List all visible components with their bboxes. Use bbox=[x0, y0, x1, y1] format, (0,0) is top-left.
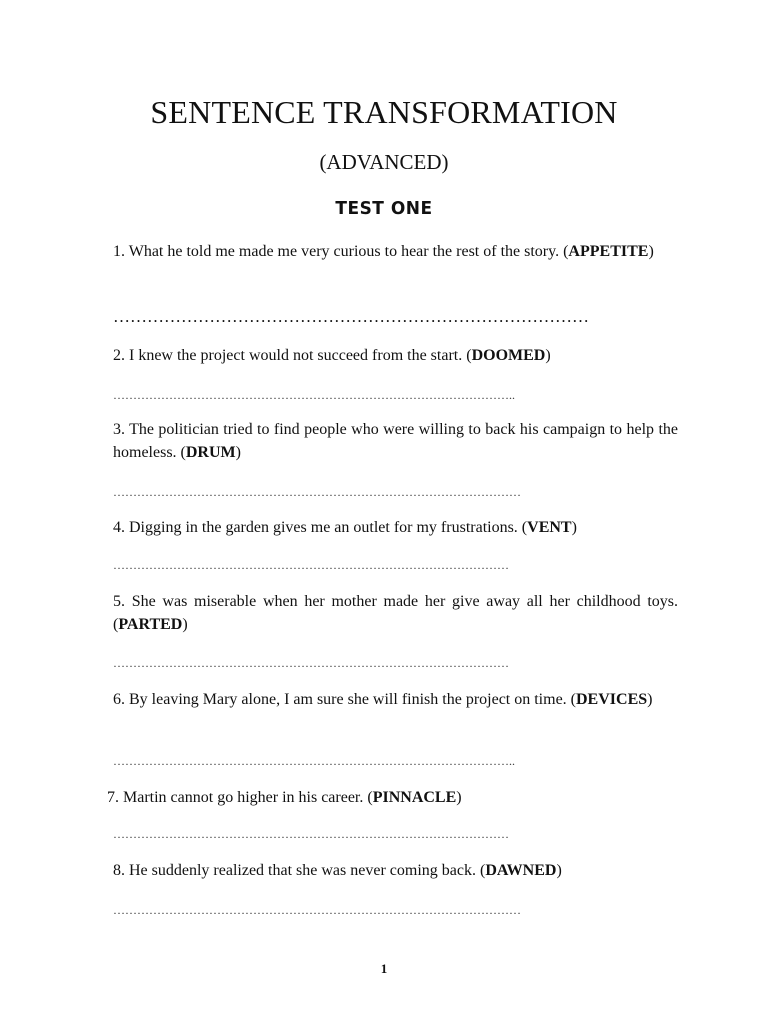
question-number: 4. bbox=[113, 519, 125, 536]
question-number: 6. bbox=[113, 691, 125, 708]
question-text: What he told me made me very curious to hear the rest of the story. ( bbox=[125, 243, 569, 260]
answer-line-4[interactable]: ……………………………………………………………………………………… bbox=[113, 558, 509, 572]
question-text: The politician tried to find people who were willing to back his campaign to help the homeless. ( bbox=[113, 421, 678, 461]
question-5: 5. She was miserable when her mother made her give away all her childhood toys. (PARTED) bbox=[113, 593, 678, 633]
question-1: 1. What he told me made me very curious to hear the rest of the story. (APPETITE) bbox=[113, 243, 654, 260]
question-6: 6. By leaving Mary alone, I am sure she will finish the project on time. (DEVICES) bbox=[113, 691, 653, 708]
answer-line-1[interactable]: ………………………………………………………………………… bbox=[113, 307, 589, 326]
answer-line-2[interactable]: ……………………………………………………………………………………….. bbox=[113, 388, 515, 402]
question-text: I knew the project would not succeed from the start. ( bbox=[125, 347, 472, 364]
answer-line-6[interactable]: ……………………………………………………………………………………….. bbox=[113, 754, 515, 768]
question-keyword: PINNACLE bbox=[372, 789, 457, 806]
question-keyword: DRUM bbox=[185, 444, 236, 461]
question-text: She was miserable when her mother made her give away all her childhood toys. ( bbox=[113, 593, 678, 633]
answer-line-8[interactable]: ………………………………………………………………………………………… bbox=[113, 903, 521, 917]
page-number: 1 bbox=[380, 961, 388, 976]
question-text: Digging in the garden gives me an outlet for my frustrations. ( bbox=[125, 519, 528, 536]
question-keyword: DAWNED bbox=[485, 862, 557, 879]
test-heading: TEST ONE bbox=[335, 198, 433, 220]
question-keyword: PARTED bbox=[118, 616, 183, 633]
question-text: He suddenly realized that she was never coming back. ( bbox=[125, 862, 486, 879]
question-text: Martin cannot go higher in his career. ( bbox=[119, 789, 373, 806]
question-number: 8. bbox=[113, 862, 125, 879]
question-text: By leaving Mary alone, I am sure she will finish the project on time. ( bbox=[125, 691, 576, 708]
question-8: 8. He suddenly realized that she was never coming back. (DAWNED) bbox=[113, 862, 562, 879]
question-number: 2. bbox=[113, 347, 125, 364]
question-keyword: DEVICES bbox=[576, 691, 648, 708]
question-7: 7. Martin cannot go higher in his career. (PINNACLE) bbox=[107, 789, 462, 806]
question-number: 3. bbox=[113, 421, 125, 438]
question-keyword: DOOMED bbox=[471, 347, 546, 364]
question-keyword: VENT bbox=[527, 519, 572, 536]
page-subtitle: (ADVANCED) bbox=[319, 150, 449, 174]
question-2: 2. I knew the project would not succeed from the start. (DOOMED) bbox=[113, 347, 551, 364]
answer-line-3[interactable]: ………………………………………………………………………………………… bbox=[113, 485, 521, 499]
question-3: 3. The politician tried to find people who were willing to back his campaign to help the homeless. (DRUM) bbox=[113, 421, 678, 461]
question-number: 1. bbox=[113, 243, 125, 260]
question-number: 5. bbox=[113, 593, 125, 610]
page-title: SENTENCE TRANSFORMATION bbox=[150, 94, 618, 130]
answer-line-5[interactable]: ……………………………………………………………………………………… bbox=[113, 656, 509, 670]
question-4: 4. Digging in the garden gives me an outlet for my frustrations. (VENT) bbox=[113, 519, 577, 536]
question-keyword: APPETITE bbox=[568, 243, 649, 260]
answer-line-7[interactable]: ……………………………………………………………………………………… bbox=[113, 827, 509, 841]
question-number: 7. bbox=[107, 789, 119, 806]
